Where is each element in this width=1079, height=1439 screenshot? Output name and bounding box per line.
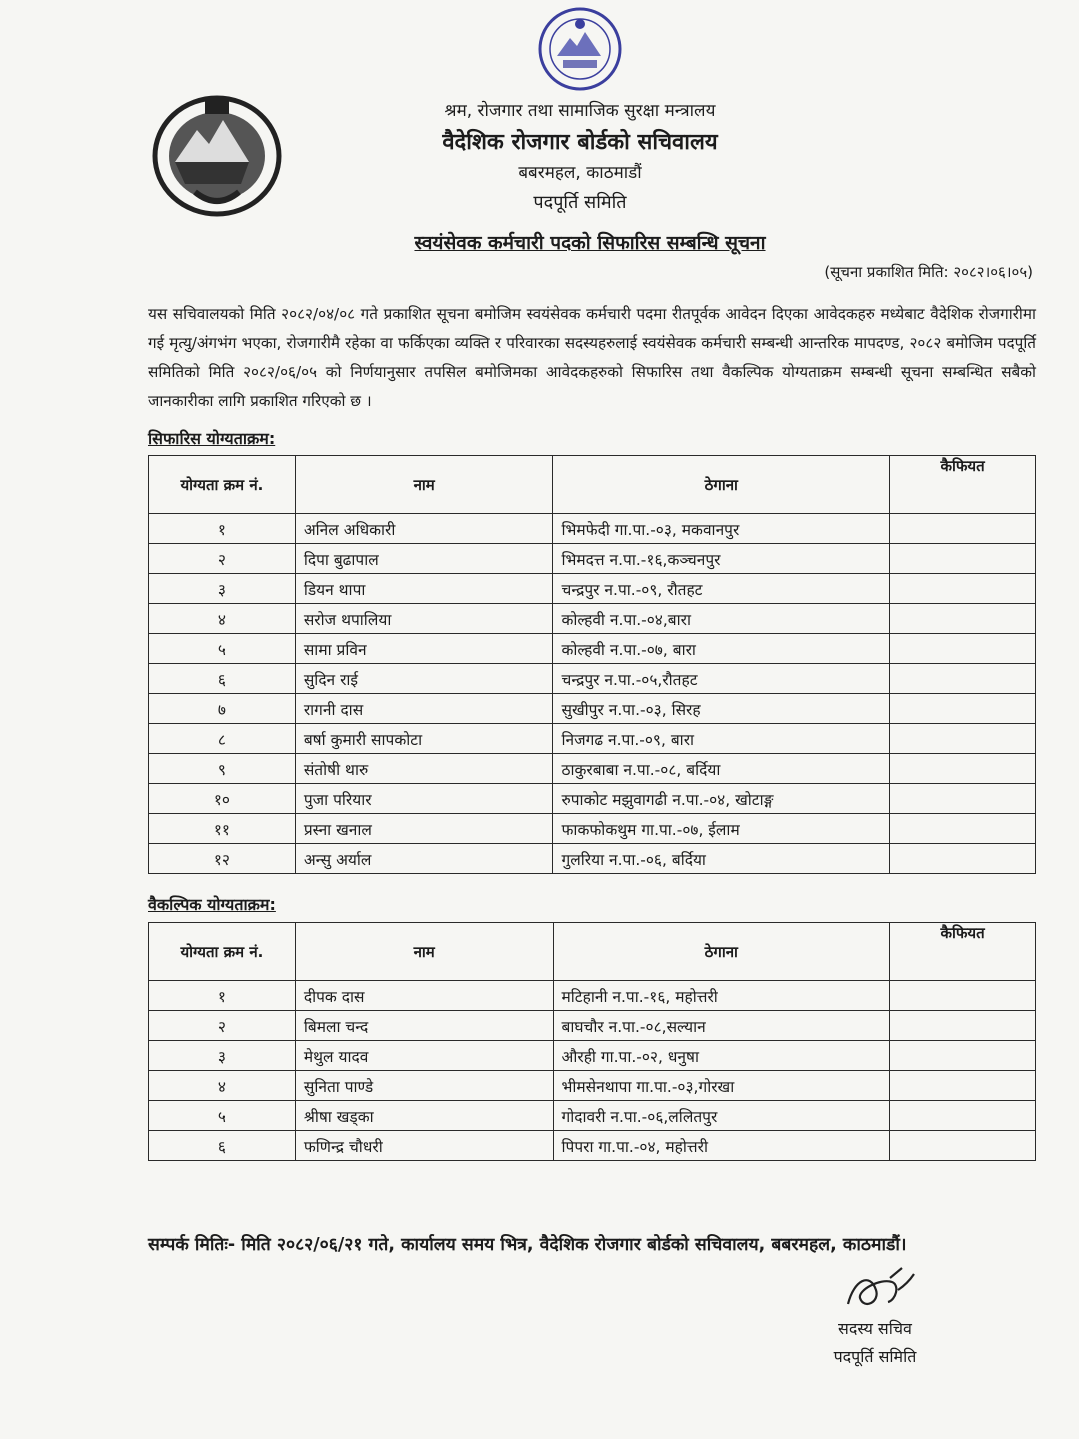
row-remarks bbox=[890, 1071, 1036, 1101]
signature-icon bbox=[840, 1260, 920, 1318]
table-row bbox=[149, 814, 1036, 844]
row-number: ९ bbox=[149, 754, 296, 784]
row-number: ८ bbox=[149, 724, 296, 754]
row-address: रुपाकोट मझुवागढी न.पा.-०४, खोटाङ्ग bbox=[553, 784, 890, 814]
row-number: ७ bbox=[149, 694, 296, 724]
row-name: दीपक दास bbox=[295, 981, 553, 1011]
row-address: भिमदत्त न.पा.-१६,कञ्चनपुर bbox=[553, 544, 890, 574]
ministry-name: श्रम, रोजगार तथा सामाजिक सुरक्षा मन्त्रालय bbox=[444, 101, 716, 121]
row-address: ठाकुरबाबा न.पा.-०८, बर्दिया bbox=[553, 754, 890, 784]
row-number: ३ bbox=[149, 1041, 296, 1071]
row-remarks bbox=[890, 784, 1036, 814]
contact-date-note: सम्पर्क मितिः- मिति २०८२/०६/२१ गते, कार्यालय समय भित्र, वैदेशिक रोजगार बोर्डको सचिवालय, बबरमहल, काठमाडौं। bbox=[148, 1235, 907, 1255]
row-address: चन्द्रपुर न.पा.-०५,रौतहट bbox=[553, 664, 890, 694]
row-remarks bbox=[890, 814, 1036, 844]
row-remarks bbox=[890, 604, 1036, 634]
row-number: १ bbox=[149, 514, 296, 544]
column-header-no: योग्यता क्रम नं. bbox=[149, 456, 296, 514]
row-remarks bbox=[890, 1131, 1036, 1161]
row-address: सुखीपुर न.पा.-०३, सिरह bbox=[553, 694, 890, 724]
row-remarks bbox=[890, 754, 1036, 784]
table-row bbox=[149, 574, 1036, 604]
row-remarks bbox=[890, 1041, 1036, 1071]
row-address: मटिहानी न.पा.-१६, महोत्तरी bbox=[553, 981, 890, 1011]
table-row bbox=[149, 514, 1036, 544]
table-row bbox=[149, 604, 1036, 634]
office-location: बबरमहल, काठमाडौं bbox=[518, 163, 642, 183]
row-name: मेथुल यादव bbox=[295, 1041, 553, 1071]
committee-name: पदपूर्ति समिति bbox=[533, 192, 627, 213]
row-number: ३ bbox=[149, 574, 296, 604]
row-name: श्रीषा खड्का bbox=[295, 1101, 553, 1131]
signatory-title: सदस्य सचिव bbox=[838, 1319, 912, 1338]
row-address: कोल्हवी न.पा.-०७, बारा bbox=[553, 634, 890, 664]
column-header-name: नाम bbox=[295, 923, 553, 981]
table-row bbox=[149, 1011, 1036, 1041]
alternative-table bbox=[148, 922, 1036, 1161]
table-row bbox=[149, 844, 1036, 874]
row-name: अन्सु अर्याल bbox=[295, 844, 553, 874]
row-address: औरही गा.पा.-०२, धनुषा bbox=[553, 1041, 890, 1071]
column-header-remarks: कैफियत bbox=[890, 923, 1036, 981]
table-row bbox=[149, 694, 1036, 724]
row-remarks bbox=[890, 724, 1036, 754]
row-address: गुलरिया न.पा.-०६, बर्दिया bbox=[553, 844, 890, 874]
alternative-section-title: वैकल्पिक योग्यताक्रम: bbox=[148, 895, 276, 914]
row-number: ६ bbox=[149, 664, 296, 694]
row-address: भीमसेनथापा गा.पा.-०३,गोरखा bbox=[553, 1071, 890, 1101]
table-row bbox=[149, 1071, 1036, 1101]
row-number: ५ bbox=[149, 634, 296, 664]
table-row bbox=[149, 544, 1036, 574]
column-header-name: नाम bbox=[295, 456, 553, 514]
recommended-table bbox=[148, 455, 1036, 874]
row-remarks bbox=[890, 1101, 1036, 1131]
row-number: ४ bbox=[149, 1071, 296, 1101]
column-header-remarks: कैफियत bbox=[890, 456, 1036, 514]
column-header-no: योग्यता क्रम नं. bbox=[149, 923, 296, 981]
row-remarks bbox=[890, 544, 1036, 574]
row-address: कोल्हवी न.पा.-०४,बारा bbox=[553, 604, 890, 634]
row-number: ११ bbox=[149, 814, 296, 844]
row-address: चन्द्रपुर न.पा.-०९, रौतहट bbox=[553, 574, 890, 604]
row-remarks bbox=[890, 664, 1036, 694]
row-name: सुनिता पाण्डे bbox=[295, 1071, 553, 1101]
table-header-row bbox=[149, 456, 1036, 514]
row-remarks bbox=[890, 981, 1036, 1011]
row-name: सरोज थपालिया bbox=[295, 604, 553, 634]
row-remarks bbox=[890, 694, 1036, 724]
table-row bbox=[149, 1131, 1036, 1161]
row-address: निजगढ न.पा.-०९, बारा bbox=[553, 724, 890, 754]
column-header-address: ठेगाना bbox=[553, 456, 890, 514]
row-name: संतोषी थारु bbox=[295, 754, 553, 784]
table-row bbox=[149, 634, 1036, 664]
row-remarks bbox=[890, 1011, 1036, 1041]
row-address: फाकफोकथुम गा.पा.-०७, ईलाम bbox=[553, 814, 890, 844]
row-remarks bbox=[890, 514, 1036, 544]
table-row bbox=[149, 981, 1036, 1011]
row-name: प्रस्ना खनाल bbox=[295, 814, 553, 844]
table-row bbox=[149, 664, 1036, 694]
row-remarks bbox=[890, 844, 1036, 874]
row-address: भिमफेदी गा.पा.-०३, मकवानपुर bbox=[553, 514, 890, 544]
row-name: रागनी दास bbox=[295, 694, 553, 724]
row-name: सामा प्रविन bbox=[295, 634, 553, 664]
row-name: दिपा बुढापाल bbox=[295, 544, 553, 574]
row-address: बाघचौर न.पा.-०८,सल्यान bbox=[553, 1011, 890, 1041]
row-number: ५ bbox=[149, 1101, 296, 1131]
government-emblem-icon bbox=[145, 92, 290, 220]
row-name: पुजा परियार bbox=[295, 784, 553, 814]
row-number: २ bbox=[149, 1011, 296, 1041]
office-name: वैदेशिक रोजगार बोर्डको सचिवालय bbox=[442, 130, 718, 155]
row-name: बर्षा कुमारी सापकोटा bbox=[295, 724, 553, 754]
table-row bbox=[149, 724, 1036, 754]
table-row bbox=[149, 1101, 1036, 1131]
table-header-row bbox=[149, 923, 1036, 981]
notice-body: यस सचिवालयको मिति २०८२/०४/०८ गते प्रकाशित सूचना बमोजिम स्वयंसेवक कर्मचारी पदमा रीतपूर्वक आवेदन दिएका आवेदकहरु मध्येबाट वैदेशिक रोजगारीमा गई मृत्यु/अंगभंग भएका, रोजगारीमै रहेका वा फर्किएका व्यक्ति र परिवारका सदस्यहरुलाई स्वयंसेवक कर्मचारी सम्बन्धी आन्तरिक मापदण्ड, २०८२ बमोजिम पदपूर्ति समितिको मिति २०८२/०६/०५ को निर्णयानुसार तपसिल बमोजिमका आवेदकहरुको सिफारिस तथा वैकल्पिक योग्यताक्रम सम्बन्धी सूचना सम्बन्धित सबैको जानकारीका लागि प्रकाशित गरिएको छ । bbox=[148, 305, 1036, 410]
row-number: १० bbox=[149, 784, 296, 814]
publication-date: (सूचना प्रकाशित मिति: २०८२।०६।०५) bbox=[824, 263, 1033, 281]
row-number: २ bbox=[149, 544, 296, 574]
row-remarks bbox=[890, 574, 1036, 604]
table-row bbox=[149, 1041, 1036, 1071]
row-number: ४ bbox=[149, 604, 296, 634]
row-number: ६ bbox=[149, 1131, 296, 1161]
recommended-section-title: सिफारिस योग्यताक्रम: bbox=[148, 429, 276, 448]
row-name: बिमला चन्द bbox=[295, 1011, 553, 1041]
signatory-committee: पदपूर्ति समिति bbox=[833, 1347, 917, 1366]
table-row bbox=[149, 784, 1036, 814]
column-header-address: ठेगाना bbox=[553, 923, 890, 981]
row-remarks bbox=[890, 634, 1036, 664]
row-name: सुदिन राई bbox=[295, 664, 553, 694]
row-number: १२ bbox=[149, 844, 296, 874]
table-row bbox=[149, 754, 1036, 784]
row-name: डियन थापा bbox=[295, 574, 553, 604]
row-address: पिपरा गा.पा.-०४, महोत्तरी bbox=[553, 1131, 890, 1161]
row-address: गोदावरी न.पा.-०६,ललितपुर bbox=[553, 1101, 890, 1131]
office-stamp-icon bbox=[535, 4, 625, 94]
row-name: फणिन्द्र चौधरी bbox=[295, 1131, 553, 1161]
notice-subject: स्वयंसेवक कर्मचारी पदको सिफारिस सम्बन्धि सूचना bbox=[414, 232, 766, 254]
row-number: १ bbox=[149, 981, 296, 1011]
row-name: अनिल अधिकारी bbox=[295, 514, 553, 544]
